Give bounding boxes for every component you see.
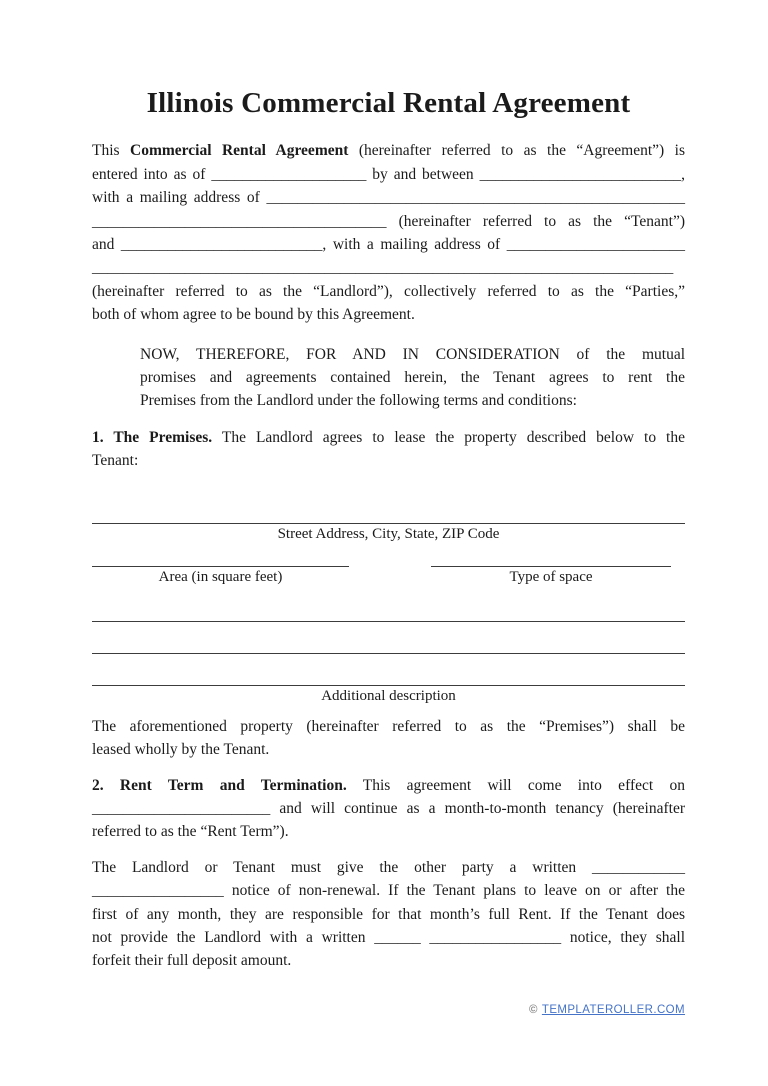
premises-note-paragraph [92,715,685,762]
text-line [92,715,685,738]
street-address-line [92,499,685,524]
text-run: and [92,236,121,254]
text-line [92,797,685,820]
text-run: The aforementioned property (hereinafter referred to as the “Premises”) shall be [92,717,685,735]
blank-field: ______ [374,928,421,946]
text-run: NOW, THEREFORE, FOR AND IN CONSIDERATION of the mutual [140,345,685,363]
text-run: promises and agreements contained herein, the Tenant agrees to rent the [140,369,685,387]
text-line [92,449,685,472]
text-run: entered into as of [92,165,212,183]
text-line [92,210,685,233]
blank-field: __________________________ [479,165,682,183]
street-address-field [92,499,685,544]
intro-paragraph [92,139,685,326]
text-run: The Landlord agrees to lease the property described below to the [212,428,685,446]
text-line [92,139,685,162]
text-line [92,233,685,256]
text-run: 1. The Premises. [92,428,213,446]
text-run: , [681,165,685,183]
additional-description-caption: Additional description [321,687,456,704]
text-line [92,774,685,797]
section-1-premises [92,426,685,473]
text-run: with a mailing address of [92,189,267,207]
text-run: 2. Rent Term and Termination. [92,776,347,794]
type-of-space-line [431,544,671,567]
text-run: This [92,142,131,160]
now-therefore-clause [92,343,685,413]
text-run: forfeit their full deposit amount. [92,952,292,970]
blank-field: _______________________ [92,799,271,817]
footer [92,1003,685,1018]
blank-field: _______________________ [506,236,685,254]
text-run: (hereinafter referred to as the “Tenant”) [386,212,685,230]
area-type-row [92,544,685,587]
additional-description-line-1 [92,587,685,622]
blank-field: ____________________ [211,165,367,183]
text-run: This agreement will come into effect on [346,776,685,794]
type-of-space-field [431,544,671,587]
area-line [92,544,349,567]
blank-field: ______________________________________________________ [266,189,685,207]
text-line [140,366,685,389]
text-run: not provide the Landlord with a written [92,928,375,946]
blank-field: ______________________________________ [92,212,387,230]
blank-field: ___________________________________________________________________________ [92,259,674,277]
street-address-caption: Street Address, City, State, ZIP Code [277,525,500,542]
text-line [92,856,685,879]
text-run: both of whom agree to be bound by this Agreement. [92,306,415,324]
blank-field: _________________ [429,928,562,946]
text-line [92,256,685,279]
text-line [92,926,685,949]
text-line [92,879,685,902]
additional-description-line-2 [92,622,685,654]
text-run: , with a mailing address of [322,236,507,254]
text-line [92,738,685,761]
text-run: referred to as the “Rent Term”). [92,823,289,841]
text-line [92,949,685,972]
type-of-space-caption: Type of space [509,568,593,585]
text-run: (hereinafter referred to as the “Agreement”) is [348,142,685,160]
page-title: Illinois Commercial Rental Agreement [146,87,631,119]
area-caption: Area (in square feet) [158,568,283,585]
additional-description-field [92,587,685,706]
templateroller-link[interactable]: TEMPLATEROLLER.COM [541,1003,685,1016]
text-run: Tenant: [92,452,139,470]
blank-field: _________________ [92,882,224,900]
text-line [92,163,685,186]
text-run: by and between [366,165,480,183]
text-run: Premises from the Landlord under the following terms and conditions: [140,392,577,410]
text-run: Commercial Rental Agreement [130,142,349,160]
text-line [140,389,685,412]
text-line [92,280,685,303]
text-line [92,820,685,843]
non-renewal-notice-paragraph [92,856,685,973]
text-line [92,903,685,926]
text-run: The Landlord or Tenant must give the other party a written [92,858,592,876]
blank-field: ____________ [592,858,685,876]
text-run: notice of non-renewal. If the Tenant plans to leave on or after the [223,882,685,900]
text-line [92,303,685,326]
text-run: notice, they shall [561,928,686,946]
text-run: first of any month, they are responsible for that month’s full Rent. If the Tenant does [92,905,685,923]
text-line [140,343,685,366]
additional-description-line-3 [92,654,685,686]
area-field [92,544,349,587]
blank-field: __________________________ [120,236,323,254]
text-line [92,426,685,449]
text-run: and will continue as a month-to-month tenancy (hereinafter [270,799,685,817]
text-run: leased wholly by the Tenant. [92,741,270,759]
text-line [92,186,685,209]
copyright-icon: © [529,1003,538,1016]
text-run: (hereinafter referred to as the “Landlord”), collectively referred to as the “Parties,” [92,282,685,300]
section-2-rent-term [92,774,685,844]
